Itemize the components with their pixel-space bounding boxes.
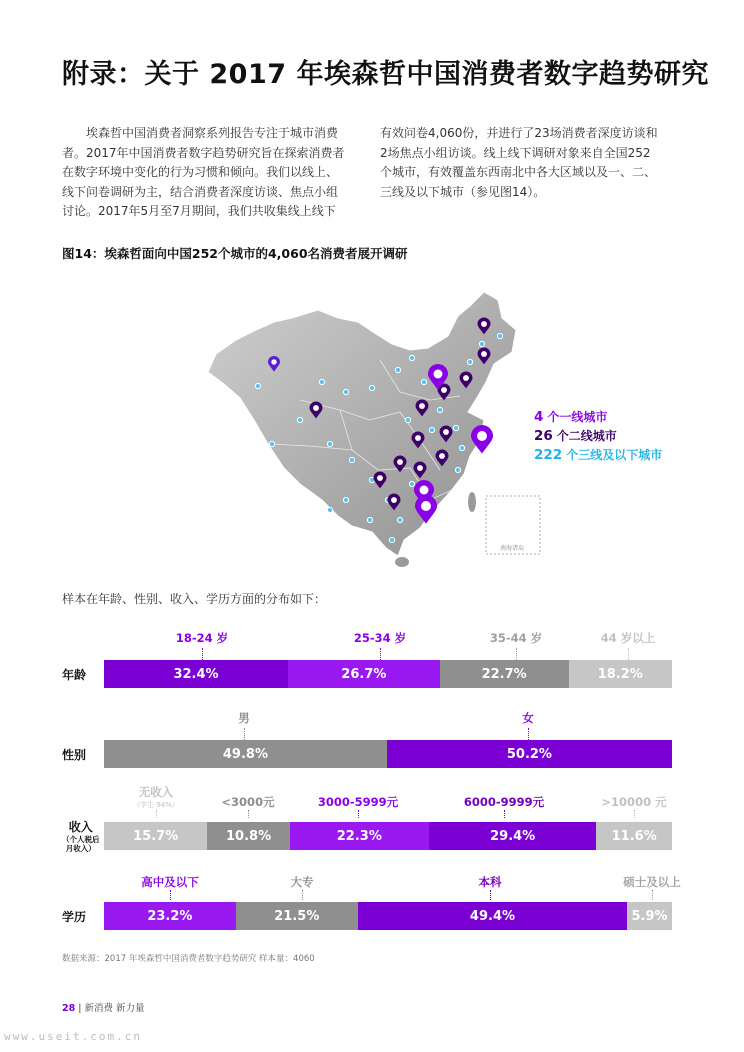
- age-row: [0, 630, 744, 690]
- edu-cat-bachelor: 本科: [478, 875, 502, 889]
- city-dot: [395, 367, 400, 372]
- income-bar: [104, 822, 672, 850]
- tier1-pin-guangzhou-center: [420, 486, 429, 495]
- tier1-pin-beijing-center: [434, 370, 443, 379]
- intro-line: 三线及以下城市（参见图14）。: [380, 184, 546, 199]
- edu-seg-bachelor: 49.4%: [358, 902, 627, 930]
- intro-line: 埃森哲中国消费者洞察系列报告专注于城市消费: [86, 126, 339, 140]
- china-outline: [208, 292, 516, 556]
- tier2-pin-center: [377, 475, 383, 481]
- tier2-pin-center: [391, 497, 397, 503]
- tier1-pin-shenzhen-center: [421, 501, 431, 511]
- income-cat-lt3000: <3000元: [221, 795, 275, 809]
- age-tick: [202, 648, 203, 660]
- inset-label: 南海诸岛: [500, 545, 525, 552]
- page-footer: [62, 1000, 145, 1014]
- taiwan-island: [468, 492, 476, 512]
- education-label: 学历: [62, 910, 87, 924]
- age-cat-44plus: 44 岁以上: [600, 631, 656, 645]
- gender-cat-male: 男: [238, 711, 250, 725]
- page-number: 28: [62, 1003, 76, 1014]
- tier2-pin-west-center: [271, 359, 276, 364]
- income-tick: [358, 810, 359, 818]
- city-dot: [497, 333, 502, 338]
- intro-line: 者。2017年中国消费者数字趋势研究旨在探索消费者: [62, 145, 345, 160]
- income-seg-none: 15.7%: [104, 822, 207, 850]
- age-tick: [516, 648, 517, 660]
- city-dot: [409, 355, 414, 360]
- edu-seg-highschool: 23.2%: [104, 902, 236, 930]
- city-dot: [389, 537, 394, 542]
- city-dot: [269, 441, 274, 446]
- city-dot: [437, 407, 442, 412]
- gender-tick: [528, 728, 529, 740]
- city-dot: [349, 457, 354, 462]
- income-sublabel-2: 月收入）: [65, 844, 96, 853]
- edu-tick: [302, 890, 303, 900]
- gender-seg-male: 49.8%: [104, 740, 387, 768]
- edu-cat-highschool: 高中及以下: [141, 875, 199, 889]
- age-bar: [104, 660, 672, 688]
- tier2-pin-center: [313, 405, 319, 411]
- income-seg-lt3000: 10.8%: [207, 822, 289, 850]
- legend-tier3: [534, 446, 662, 465]
- city-dot: [343, 389, 348, 394]
- tier2-pin-center: [439, 453, 445, 459]
- age-label: 年龄: [62, 668, 87, 682]
- gender-seg-female: 50.2%: [387, 740, 672, 768]
- intro-line: 有效问卷4,060份，并进行了23场消费者深度访谈和: [380, 126, 658, 140]
- age-cat-18-24: 18-24 岁: [175, 631, 229, 645]
- watermark: www.useit.com.cn: [4, 1030, 142, 1043]
- tier1-pin-shanghai-center: [477, 431, 487, 441]
- city-dot: [455, 467, 460, 472]
- income-cat-none-text: 无收入: [138, 785, 174, 799]
- page-title: 附录：关于 2017 年埃森哲中国消费者数字趋势研究: [62, 59, 709, 90]
- footer-text: | 新消费 新力量: [78, 1003, 145, 1014]
- edu-cat-master: 硕士及以上: [623, 875, 681, 889]
- gender-bar: [104, 740, 672, 768]
- income-tick: [248, 810, 249, 818]
- age-seg-44plus: 18.2%: [569, 660, 672, 688]
- legend-tier1-count: 4: [534, 409, 544, 425]
- city-dot: [405, 417, 410, 422]
- city-dot: [459, 445, 464, 450]
- education-bar: [104, 902, 672, 930]
- intro-right-column: [380, 124, 690, 202]
- city-dot: [319, 379, 324, 384]
- income-label: [62, 818, 100, 853]
- income-cat-6000-9999: 6000-9999元: [463, 795, 545, 809]
- tier2-pin-center: [415, 435, 421, 441]
- intro-line: 讨论。2017年5月至7月期间，我们共收集线上线下: [62, 204, 336, 218]
- income-tick: [504, 810, 505, 818]
- income-row: [0, 784, 744, 854]
- legend-tier2-label: 个二线城市: [556, 429, 617, 443]
- figure-title: 图14：埃森哲面向中国252个城市的4,060名消费者展开调研: [62, 246, 408, 261]
- city-dot: [327, 441, 332, 446]
- edu-cat-college: 大专: [290, 875, 314, 889]
- gender-cat-female: 女: [522, 711, 534, 725]
- legend-tier2-count: 26: [534, 428, 553, 444]
- gender-row: [0, 710, 744, 770]
- city-dot: [397, 517, 402, 522]
- income-tick: [634, 810, 635, 818]
- city-dot: [369, 385, 374, 390]
- intro-line: 在数字环境中变化的行为习惯和倾向。我们以线上、: [62, 165, 339, 179]
- city-dot: [421, 379, 426, 384]
- education-row: [0, 874, 744, 934]
- age-cat-25-34: 25-34 岁: [353, 631, 407, 645]
- income-sublabel-1: （个人税后: [62, 835, 100, 844]
- income-tick: [156, 810, 157, 818]
- tier2-pin-center: [481, 351, 487, 357]
- tier2-pin-center: [463, 375, 469, 381]
- city-dot: [367, 517, 372, 522]
- legend-tier3-label: 个三线及以下城市: [566, 448, 663, 462]
- intro-left-column: [62, 124, 362, 222]
- income-seg-3000-5999: 22.3%: [290, 822, 429, 850]
- edu-seg-college: 21.5%: [236, 902, 358, 930]
- edu-tick: [490, 890, 491, 900]
- age-tick: [380, 648, 381, 660]
- map-legend: [534, 408, 662, 465]
- age-cat-35-44: 35-44 岁: [489, 631, 543, 645]
- tier2-pin-center: [441, 387, 447, 393]
- intro-line: 个城市，有效覆盖东西南北中各大区域以及一、二、: [380, 165, 657, 179]
- age-seg-35-44: 22.7%: [440, 660, 569, 688]
- gender-tick: [244, 728, 245, 740]
- income-seg-6000-9999: 29.4%: [429, 822, 597, 850]
- age-seg-18-24: 32.4%: [104, 660, 288, 688]
- income-cat-none: [133, 784, 179, 810]
- hainan-island: [395, 557, 409, 567]
- intro-line: 线下问卷调研为主，结合消费者深度访谈、焦点小组: [62, 184, 339, 199]
- city-dot: [327, 507, 332, 512]
- legend-tier3-count: 222: [534, 447, 563, 463]
- income-seg-gt10000: 11.6%: [596, 822, 672, 850]
- distribution-intro: 样本在年龄、性别、收入、学历方面的分布如下：: [62, 592, 327, 606]
- tier2-pin-center: [481, 321, 487, 327]
- income-cat-gt10000: >10000 元: [601, 795, 667, 809]
- tier2-pin-center: [417, 465, 423, 471]
- edu-tick: [170, 890, 171, 900]
- age-seg-25-34: 26.7%: [288, 660, 440, 688]
- city-dot: [479, 341, 484, 346]
- edu-seg-master: 5.9%: [627, 902, 672, 930]
- tier2-pin-center: [397, 459, 403, 465]
- gender-label: 性别: [62, 748, 87, 762]
- city-dot: [453, 425, 458, 430]
- city-dot: [467, 359, 472, 364]
- income-cat-3000-5999: 3000-5999元: [317, 795, 399, 809]
- income-label-text: 收入: [68, 820, 93, 834]
- tier2-pin-center: [419, 403, 425, 409]
- intro-line: 2场焦点小组访谈。线上线下调研对象来自全国252: [380, 145, 651, 160]
- income-cat-none-note: （学生 94%）: [133, 801, 179, 809]
- city-dot: [343, 497, 348, 502]
- tier2-pin-center: [443, 429, 449, 435]
- city-dot: [297, 417, 302, 422]
- city-dot: [429, 427, 434, 432]
- data-source-note: 数据来源：2017 年埃森哲中国消费者数字趋势研究 样本量：4060: [62, 954, 315, 964]
- legend-tier1-label: 个一线城市: [547, 410, 608, 424]
- city-dot: [409, 481, 414, 486]
- age-tick: [628, 648, 629, 660]
- edu-tick: [652, 890, 653, 900]
- legend-tier1: [534, 408, 662, 427]
- legend-tier2: [534, 427, 662, 446]
- city-dot: [255, 383, 260, 388]
